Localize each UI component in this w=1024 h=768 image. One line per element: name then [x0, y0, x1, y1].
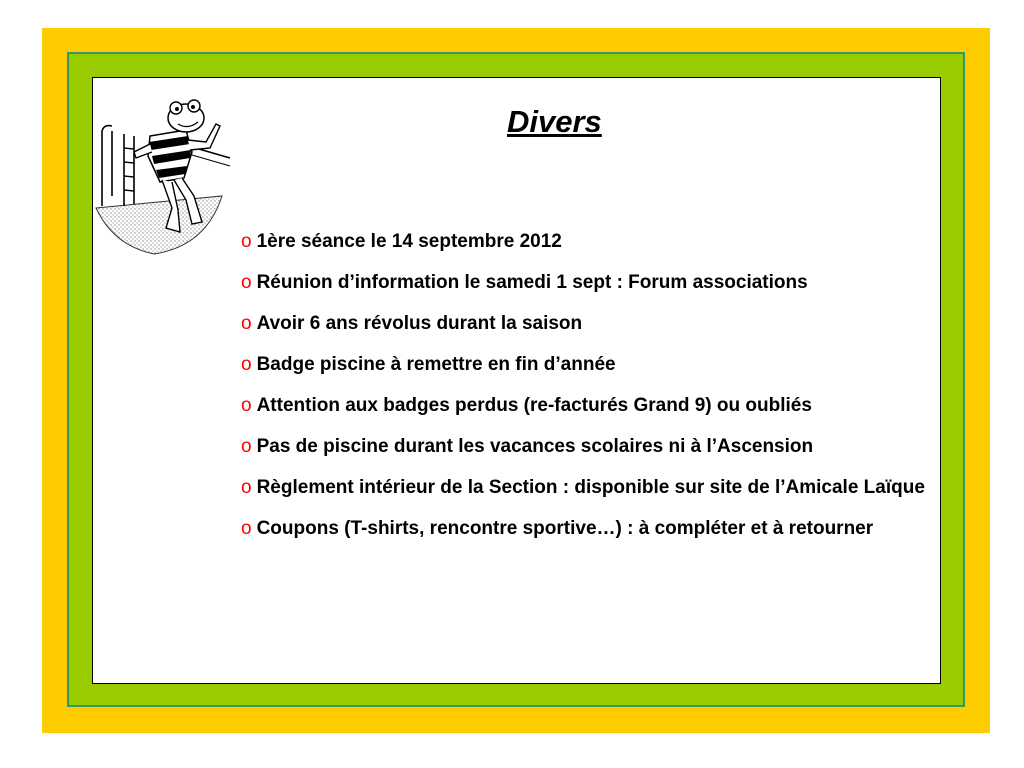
bullet-marker: o [241, 518, 252, 539]
list-item-text: Attention aux badges perdus (re-facturés Grand 9) ou oubliés [256, 395, 812, 416]
list-item [241, 311, 941, 337]
bullet-marker: o [241, 436, 252, 457]
list-item [241, 270, 941, 296]
list-item [241, 229, 941, 255]
list-item [241, 475, 941, 501]
list-item-text: 1ère séance le 14 septembre 2012 [256, 231, 562, 252]
list-item-text: Pas de piscine durant les vacances scolaires ni à l’Ascension [256, 436, 814, 457]
info-list [241, 229, 941, 557]
list-item [241, 393, 941, 419]
bullet-marker: o [241, 354, 252, 375]
list-item-text: Avoir 6 ans révolus durant la saison [256, 313, 583, 334]
list-item-text: Badge piscine à remettre en fin d’année [256, 354, 616, 375]
bullet-marker: o [241, 231, 252, 252]
list-item [241, 434, 941, 460]
list-item-text: Réunion d’information le samedi 1 sept : Forum associations [256, 272, 808, 293]
list-item [241, 516, 941, 542]
bullet-marker: o [241, 272, 252, 293]
list-item-text: Règlement intérieur de la Section : disponible sur site de l’Amicale Laïque [256, 477, 925, 498]
bullet-marker: o [241, 395, 252, 416]
bullet-marker: o [241, 477, 252, 498]
list-item [241, 352, 941, 378]
slide-title: Divers [507, 104, 602, 139]
bullet-marker: o [241, 313, 252, 334]
list-item-text: Coupons (T-shirts, rencontre sportive…) : à compléter et à retourner [256, 518, 874, 539]
